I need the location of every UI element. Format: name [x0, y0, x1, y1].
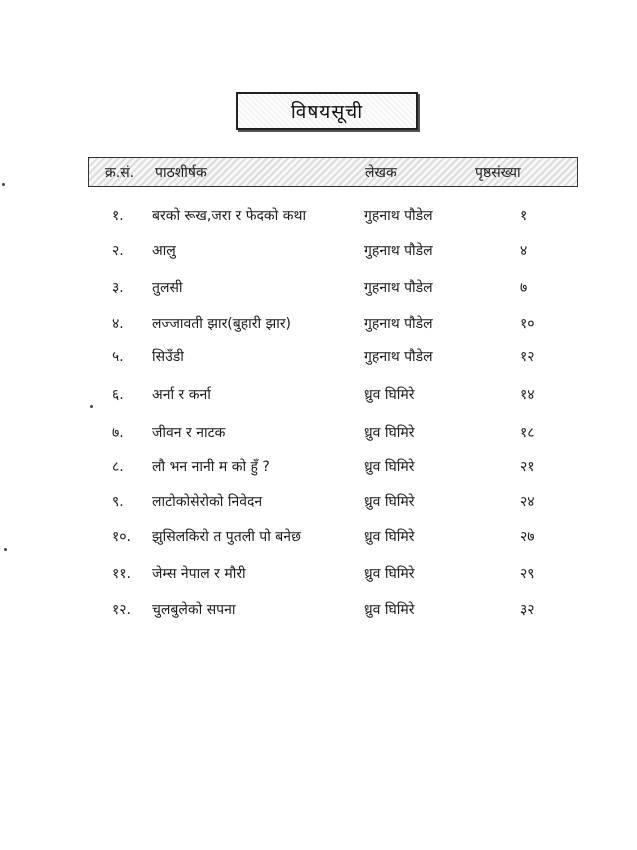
table-row: [0, 385, 637, 409]
table-row: [0, 241, 637, 265]
row-title: लौ भन नानी म को हुँ ?: [152, 459, 270, 475]
row-serial: १२.: [112, 602, 132, 618]
row-page: १: [520, 208, 528, 224]
header-page: पृष्ठसंख्या: [475, 165, 521, 181]
row-author: गुहनाथ पौडेल: [364, 316, 433, 332]
row-page: २७: [520, 529, 535, 545]
row-title: लाटोकोसेरोको निवेदन: [152, 494, 263, 510]
row-title: झुसिलकिरो त पुतली पो बनेछ: [152, 529, 301, 545]
row-page: २९: [520, 566, 535, 582]
header-lesson: पाठशीर्षक: [155, 165, 207, 181]
row-author: ध्रुव घिमिरे: [364, 602, 415, 618]
row-page: १४: [520, 387, 535, 403]
row-author: ध्रुव घिमिरे: [364, 566, 415, 582]
row-page: १०: [520, 316, 535, 332]
scan-speck: [2, 183, 5, 186]
row-title: आलु: [152, 243, 176, 259]
row-title: लज्जावती झार(बुहारी झार): [152, 316, 292, 332]
toc-title-box: [236, 92, 418, 130]
row-title: जीवन र नाटक: [152, 425, 226, 441]
row-title: अर्ना र कर्ना: [152, 387, 211, 403]
row-serial: १.: [112, 208, 124, 224]
row-page: ७: [520, 280, 528, 296]
row-page: २१: [520, 459, 535, 475]
row-author: ध्रुव घिमिरे: [364, 459, 415, 475]
row-author: गुहनाथ पौडेल: [364, 243, 433, 259]
row-serial: ९.: [112, 494, 124, 510]
table-header: [88, 157, 578, 187]
row-title: बरको रूख,जरा र फेदको कथा: [152, 208, 307, 224]
row-page: १२: [520, 349, 535, 365]
row-author: ध्रुव घिमिरे: [364, 387, 415, 403]
row-author: ध्रुव घिमिरे: [364, 529, 415, 545]
table-row: [0, 347, 637, 371]
row-title: सिउँडी: [152, 349, 184, 365]
row-author: गुहनाथ पौडेल: [364, 349, 433, 365]
row-serial: ८.: [112, 459, 124, 475]
row-serial: ६.: [112, 387, 124, 403]
row-serial: ११.: [112, 566, 132, 582]
header-author: लेखक: [365, 165, 397, 181]
scan-speck: [4, 548, 7, 551]
row-page: २४: [520, 494, 535, 510]
row-serial: ७.: [112, 425, 124, 441]
table-row: [0, 278, 637, 302]
scan-speck: [90, 405, 93, 408]
row-page: ३२: [520, 602, 535, 618]
row-serial: ५.: [112, 349, 124, 365]
table-row: [0, 527, 637, 551]
row-title: तुलसी: [152, 280, 183, 296]
row-serial: ३.: [112, 280, 124, 296]
row-title: जेम्स नेपाल र मौरी: [152, 566, 246, 582]
table-row: [0, 423, 637, 447]
row-author: गुहनाथ पौडेल: [364, 208, 433, 224]
table-row: [0, 457, 637, 481]
row-author: ध्रुव घिमिरे: [364, 425, 415, 441]
header-serial: क्र.सं.: [105, 165, 135, 181]
row-title: चुलबुलेको सपना: [152, 602, 236, 618]
row-author: गुहनाथ पौडेल: [364, 280, 433, 296]
row-page: ४: [520, 243, 528, 259]
table-row: [0, 600, 637, 624]
table-row: [0, 206, 637, 230]
toc-title: विषयसूची: [290, 101, 364, 123]
row-author: ध्रुव घिमिरे: [364, 494, 415, 510]
row-serial: १०.: [112, 529, 132, 545]
table-row: [0, 314, 637, 338]
row-serial: ४.: [112, 316, 124, 332]
table-row: [0, 492, 637, 516]
row-page: १८: [520, 425, 535, 441]
row-serial: २.: [112, 243, 124, 259]
table-row: [0, 564, 637, 588]
